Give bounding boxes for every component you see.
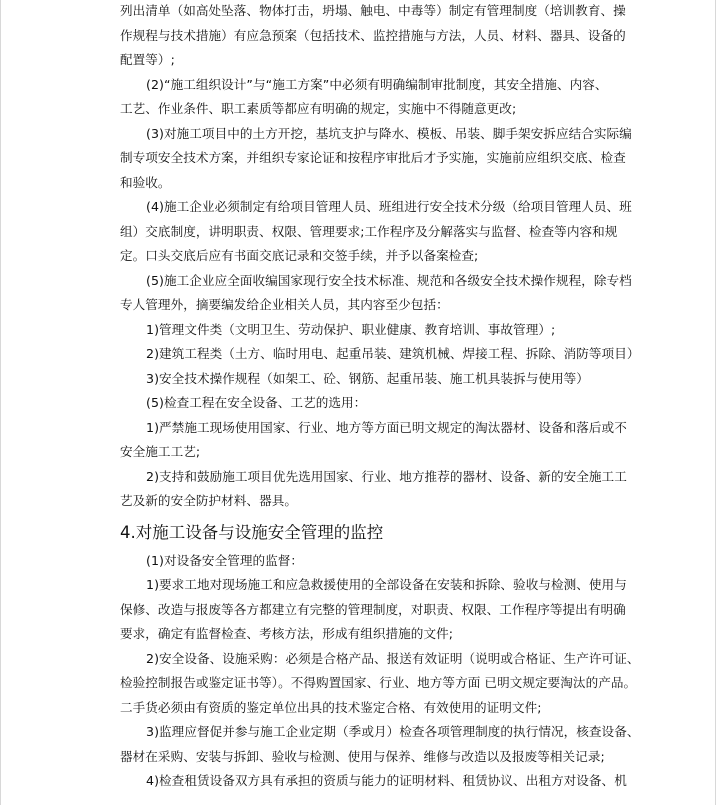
text-line: 器材在采购、安装与拆卸、验收与检测、使用与保养、维修与改造以及报废等相关记录; — [120, 748, 605, 764]
text-line: (2)“施工组织设计”与“施工方案”中必须有明确编制审批制度，其安全措施、内容、 — [146, 76, 608, 92]
text-line: (4)施工企业必须制定有给项目管理人员、班组进行安全技术分级（给项目管理人员、班 — [146, 199, 632, 214]
text-line: 1)要求工地对现场施工和应急救援使用的全部设备在安装和拆除、验收与检测、使用与 — [146, 577, 627, 592]
text-line: 工艺、作业条件、职工素质等都应有明确的规定，实施中不得随意更改; — [120, 101, 517, 116]
text-line: (5)施工企业应全面收编国家现行安全技术标准、规范和各级安全技术操作规程，除专档 — [146, 272, 632, 288]
text-line: 配置等）; — [120, 52, 175, 67]
text-line: 3)监理应督促并参与施工企业定期（季或月）检查各项管理制度的执行情况，核查设备、 — [146, 724, 640, 739]
section-heading: 4.对施工设备与设施安全管理的监控 — [120, 522, 384, 542]
text-line: (5)检查工程在安全设备、工艺的选用： — [146, 395, 367, 410]
text-line: 列出清单（如高处坠落、物体打击，坍塌、触电、中毒等）制定有管理制度（培训教育、操 — [120, 3, 626, 18]
text-line: 组）交底制度，讲明职责、权限、管理要求;工作程序及分解落实与监督、检查等内容和规 — [120, 223, 618, 239]
text-line: 艺及新的安全防护材料、器具。 — [120, 493, 298, 508]
text-line: 制专项安全技术方案，并组织专家论证和按程序审批后才予实施，实施前应组织交底、检查 — [120, 150, 626, 165]
text-line: (1)对设备安全管理的监督： — [146, 552, 304, 568]
text-line: 定。口头交底后应有书面交底记录和交签手续，并予以备案检查; — [120, 248, 479, 263]
section-4-paragraphs — [120, 549, 640, 794]
text-line: 1)严禁施工现场使用国家、行业、地方等方面已明文规定的淘汰器材、设备和落后或不 — [146, 419, 627, 435]
text-line: 作规程与技术措施）有应急预案（包括技术、监控措施与方法，人员、材料、器具、设备的 — [120, 27, 626, 43]
text-line: 检验控制报告或鉴定证书等）。不得购置国家、行业、地方等方面 已明文规定要淘汰的产品。 — [120, 675, 637, 690]
text-line: 4)检查租赁设备双方具有承担的资质与能力的证明材料、租赁协议、出租方对设备、机 — [146, 773, 627, 788]
text-line: 1)管理文件类（文明卫生、劳动保护、职业健康、教育培训、事故管理）; — [146, 321, 556, 337]
text-line: 2)建筑工程类（土方、临时用电、起重吊装、建筑机械、焊接工程、拆除、消防等项目） — [146, 346, 640, 361]
text-line: 2)安全设备、设施采购：必须是合格产品、报送有效证明（说明或合格证、生产许可证、 — [146, 650, 640, 666]
text-line: 要求，确定有监督检查、考核方法，形成有组织措施的文件; — [120, 626, 454, 641]
text-line: 专人管理外，摘要编发给企业相关人员，其内容至少包括： — [120, 297, 449, 312]
text-line: 保修、改造与报废等各方都建立有完整的管理制度，对职责、权限、工作程序等提出有明确 — [120, 601, 626, 617]
text-line: 3)安全技术操作规程（如架工、砼、钢筋、起重吊装、施工机具装拆与使用等） — [146, 370, 589, 386]
text-line: 二手货必须由有资质的鉴定单位出具的技术鉴定合格、有效使用的证明文件; — [120, 699, 542, 715]
document-body — [120, 0, 640, 794]
section-3-paragraphs — [120, 0, 640, 514]
text-line: 和验收。 — [120, 174, 171, 190]
text-line: (3)对施工项目中的土方开挖，基坑支护与降水、模板、吊装、脚手架安拆应结合实际编 — [146, 125, 632, 141]
text-line: 2)支持和鼓励施工项目优先选用国家、行业、地方推荐的器材、设备、新的安全施工工 — [146, 468, 627, 484]
text-line: 安全施工工艺; — [120, 444, 201, 459]
